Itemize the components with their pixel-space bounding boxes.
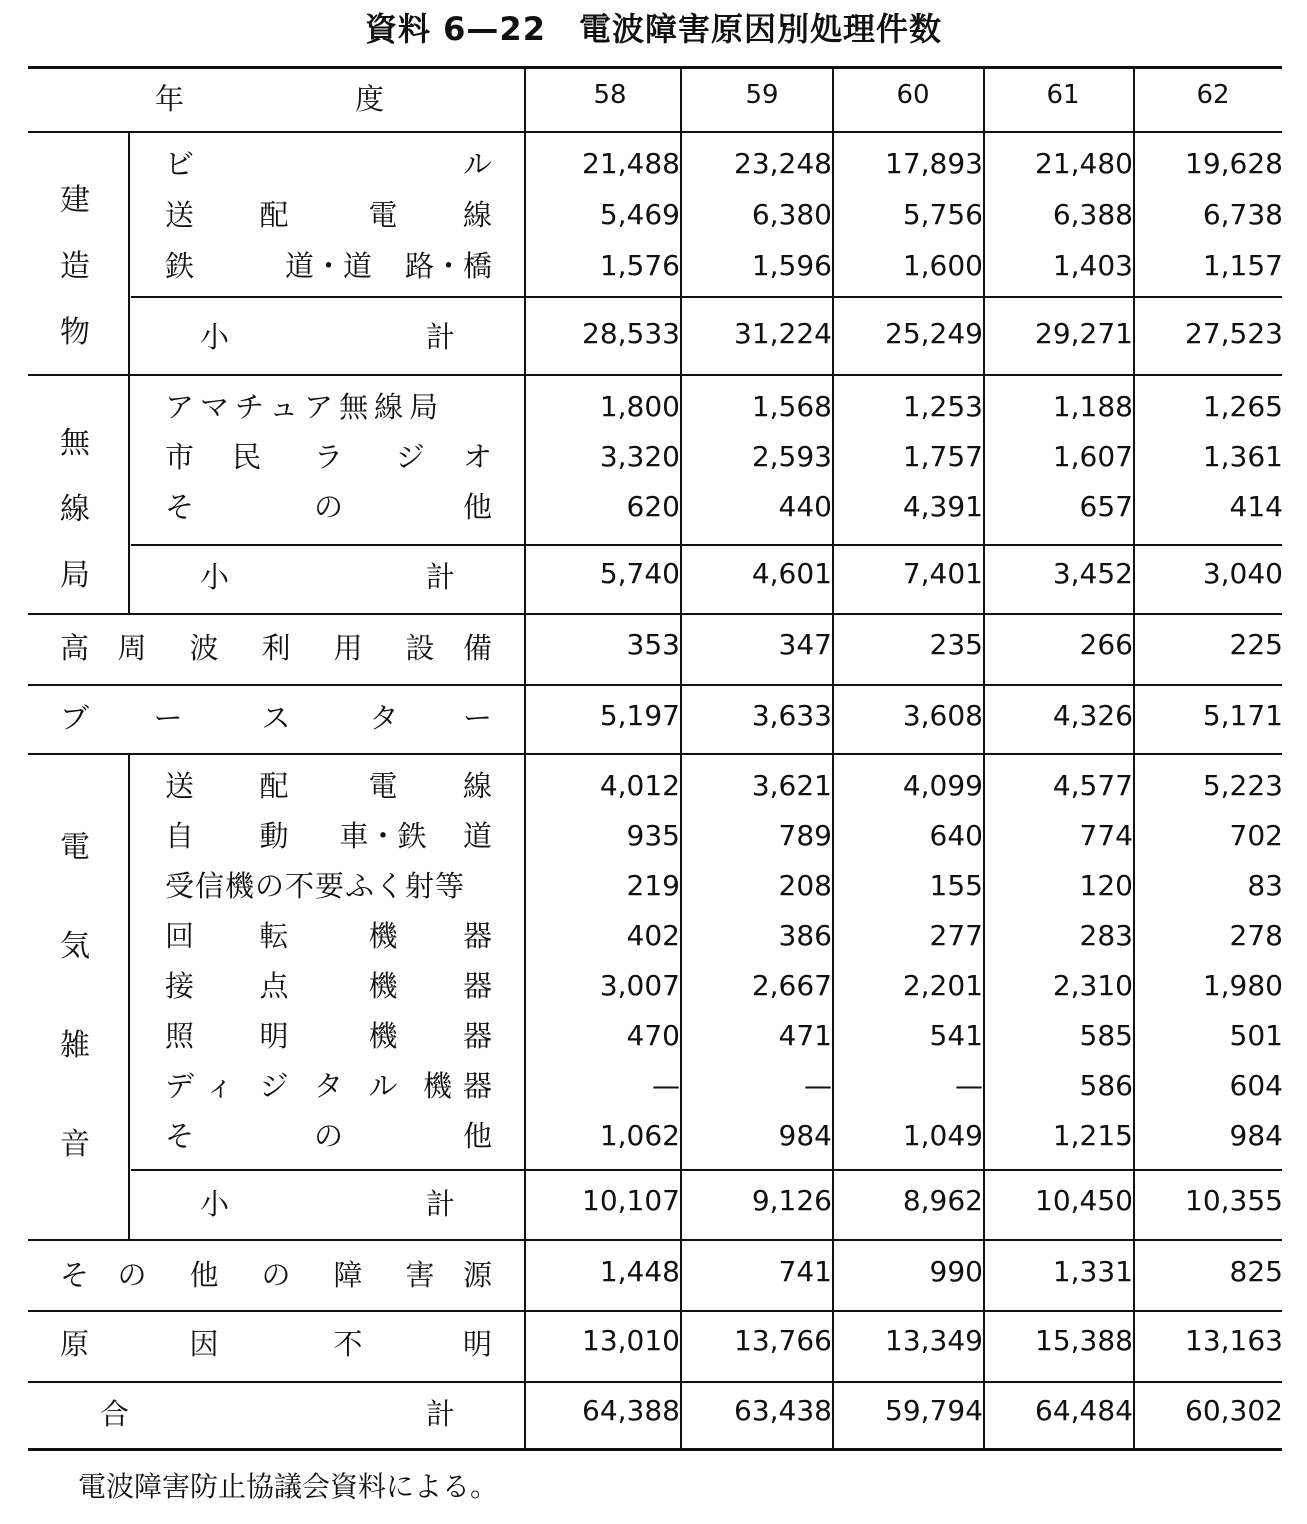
group-name-radio: 局 xyxy=(60,558,90,593)
cell-noise-4-year-59: 2,667 xyxy=(751,969,832,1002)
row-label-part: 照 xyxy=(165,1019,195,1053)
cell-noise-5-year-60: 541 xyxy=(929,1019,983,1052)
group-rule xyxy=(28,613,1282,615)
row-label-part: 民 xyxy=(232,440,262,474)
cell-noise-4-year-60: 2,201 xyxy=(902,969,983,1002)
row-label-part: ィ xyxy=(204,1069,234,1103)
group-rule xyxy=(28,684,1282,686)
table-title: 資料 6—22 電波障害原因別処理件数 xyxy=(365,10,942,48)
cell-noise-3-year-62: 278 xyxy=(1229,919,1283,952)
source-footnote: 電波障害防止協議会資料による。 xyxy=(78,1470,499,1503)
row-label-part: ー xyxy=(153,701,183,735)
cell-building-subtotal-year-61: 29,271 xyxy=(1035,317,1133,350)
subtotal-label-part: 計 xyxy=(425,560,455,594)
year-column-rule xyxy=(680,66,682,1448)
cell-booster-year-59: 3,633 xyxy=(751,699,832,732)
cell-noise-7-year-60: 1,049 xyxy=(902,1119,983,1152)
row-label-part: 動 xyxy=(259,819,289,853)
group-name-noise: 電 xyxy=(60,830,90,865)
cell-total-year-62: 60,302 xyxy=(1185,1394,1283,1427)
cell-building-0-year-59: 23,248 xyxy=(734,147,832,180)
group-name-rule xyxy=(128,374,130,613)
table-bottom-rule xyxy=(28,1448,1282,1451)
cell-radio-0-year-60: 1,253 xyxy=(902,390,983,423)
group-name-noise: 気 xyxy=(60,929,90,964)
cell-noise-subtotal-year-60: 8,962 xyxy=(902,1184,983,1217)
cell-building-subtotal-year-60: 25,249 xyxy=(885,317,983,350)
cell-highfreq-year-58: 353 xyxy=(626,628,680,661)
cell-noise-subtotal-year-62: 10,355 xyxy=(1185,1184,1283,1217)
year-column-rule xyxy=(983,66,985,1448)
year-column-rule xyxy=(832,66,834,1448)
row-label-part: 他 xyxy=(189,1258,219,1292)
row-label-part: ー xyxy=(462,701,492,735)
cell-noise-7-year-62: 984 xyxy=(1229,1119,1283,1152)
row-label-part: 点 xyxy=(259,969,289,1003)
cell-radio-0-year-59: 1,568 xyxy=(751,390,832,423)
cell-radio-2-year-58: 620 xyxy=(626,490,680,523)
row-label-part: 源 xyxy=(462,1258,492,1292)
row-label-part: 配 xyxy=(259,769,289,803)
cell-noise-6-year-60: — xyxy=(955,1069,983,1102)
total-label-part: 計 xyxy=(425,1397,455,1431)
group-rule xyxy=(28,374,1282,376)
cell-radio-subtotal-year-60: 7,401 xyxy=(902,557,983,590)
cell-building-2-year-62: 1,157 xyxy=(1202,249,1283,282)
cell-booster-year-60: 3,608 xyxy=(902,699,983,732)
header-bottom-rule xyxy=(28,131,1282,133)
row-label-part: 明 xyxy=(259,1019,289,1053)
cell-noise-2-year-59: 208 xyxy=(778,869,832,902)
cell-noise-2-year-61: 120 xyxy=(1079,869,1133,902)
cell-radio-2-year-62: 414 xyxy=(1229,490,1283,523)
label-column-rule xyxy=(524,66,526,1448)
cell-noise-6-year-59: — xyxy=(804,1069,832,1102)
cell-total-year-60: 59,794 xyxy=(885,1394,983,1427)
cell-noise-0-year-61: 4,577 xyxy=(1052,769,1133,802)
cell-noise-0-year-62: 5,223 xyxy=(1202,769,1283,802)
subtotal-rule xyxy=(131,296,1282,298)
cell-noise-subtotal-year-59: 9,126 xyxy=(751,1184,832,1217)
cell-total-year-59: 63,438 xyxy=(734,1394,832,1427)
cell-highfreq-year-61: 266 xyxy=(1079,628,1133,661)
cell-radio-subtotal-year-62: 3,040 xyxy=(1202,557,1283,590)
cell-total-year-58: 64,388 xyxy=(582,1394,680,1427)
row-label-part: 転 xyxy=(259,919,289,953)
group-name-building: 物 xyxy=(60,315,90,350)
row-label-part: 利 xyxy=(261,631,291,665)
row-label-part: 器 xyxy=(462,919,492,953)
cell-noise-subtotal-year-58: 10,107 xyxy=(582,1184,680,1217)
row-label-part: ビ xyxy=(165,147,195,181)
row-label-part: の xyxy=(261,1258,291,1292)
row-label-part: 送 xyxy=(165,769,195,803)
cell-radio-subtotal-year-59: 4,601 xyxy=(751,557,832,590)
cell-noise-3-year-61: 283 xyxy=(1079,919,1133,952)
row-label-part: 回 xyxy=(165,919,195,953)
row-label-part: の xyxy=(313,490,343,524)
row-label-part: 器 xyxy=(462,1019,492,1053)
cell-unknown-year-61: 15,388 xyxy=(1035,1324,1133,1357)
row-label-part: 他 xyxy=(462,490,492,524)
cell-building-1-year-61: 6,388 xyxy=(1052,198,1133,231)
subtotal-label-part: 計 xyxy=(425,320,455,354)
cell-noise-7-year-59: 984 xyxy=(778,1119,832,1152)
cell-other-year-60: 990 xyxy=(929,1255,983,1288)
cell-building-1-year-60: 5,756 xyxy=(902,198,983,231)
cell-building-1-year-59: 6,380 xyxy=(751,198,832,231)
cell-unknown-year-58: 13,010 xyxy=(582,1324,680,1357)
row-label-part: 電 xyxy=(368,198,398,232)
row-label-part: そ xyxy=(165,490,195,524)
cell-radio-2-year-60: 4,391 xyxy=(902,490,983,523)
cell-other-year-61: 1,331 xyxy=(1052,1255,1133,1288)
cell-building-0-year-60: 17,893 xyxy=(885,147,983,180)
row-label-part: 機 xyxy=(368,1019,398,1053)
row-label-part: ジ xyxy=(259,1069,289,1103)
cell-radio-1-year-58: 3,320 xyxy=(599,440,680,473)
row-label-part: 配 xyxy=(259,198,289,232)
header-year-62: 62 xyxy=(1196,80,1230,110)
cell-building-subtotal-year-58: 28,533 xyxy=(582,317,680,350)
row-label: アマチュア無線局 xyxy=(165,390,445,424)
cell-noise-4-year-58: 3,007 xyxy=(599,969,680,1002)
cell-booster-year-62: 5,171 xyxy=(1202,699,1283,732)
cell-unknown-year-59: 13,766 xyxy=(734,1324,832,1357)
cell-radio-0-year-62: 1,265 xyxy=(1202,390,1283,423)
header-year-label: 度 xyxy=(355,82,385,116)
cell-building-subtotal-year-59: 31,224 xyxy=(734,317,832,350)
row-label-part: 線 xyxy=(462,769,492,803)
cell-highfreq-year-60: 235 xyxy=(929,628,983,661)
group-name-radio: 線 xyxy=(60,492,90,527)
row-label-part: 器 xyxy=(462,969,492,1003)
row-label-part: 波 xyxy=(189,631,219,665)
cell-noise-2-year-58: 219 xyxy=(626,869,680,902)
row-label-part: 器 xyxy=(462,1069,492,1103)
cell-noise-3-year-58: 402 xyxy=(626,919,680,952)
cell-noise-1-year-59: 789 xyxy=(778,819,832,852)
cell-noise-5-year-59: 471 xyxy=(778,1019,832,1052)
row-label-part: 高 xyxy=(60,631,90,665)
cell-noise-6-year-62: 604 xyxy=(1229,1069,1283,1102)
table-top-rule xyxy=(28,66,1282,69)
cell-noise-3-year-60: 277 xyxy=(929,919,983,952)
cell-noise-5-year-62: 501 xyxy=(1229,1019,1283,1052)
cell-unknown-year-60: 13,349 xyxy=(885,1324,983,1357)
row-label-part: 用 xyxy=(333,631,363,665)
row-label-part: 接 xyxy=(165,969,195,1003)
subtotal-label-part: 計 xyxy=(425,1187,455,1221)
cell-building-2-year-61: 1,403 xyxy=(1052,249,1133,282)
group-name-radio: 無 xyxy=(60,426,90,461)
header-year-58: 58 xyxy=(593,80,627,110)
cell-noise-0-year-60: 4,099 xyxy=(902,769,983,802)
cell-noise-6-year-58: — xyxy=(652,1069,680,1102)
cell-other-year-62: 825 xyxy=(1229,1255,1283,1288)
row-label-part: 明 xyxy=(462,1327,492,1361)
row-label-part: 鉄 xyxy=(165,249,195,283)
row-label-part: デ xyxy=(165,1069,195,1103)
row-label-part: 害 xyxy=(405,1258,435,1292)
cell-noise-7-year-58: 1,062 xyxy=(599,1119,680,1152)
cell-booster-year-58: 5,197 xyxy=(599,699,680,732)
cell-noise-4-year-62: 1,980 xyxy=(1202,969,1283,1002)
cell-noise-subtotal-year-61: 10,450 xyxy=(1035,1184,1133,1217)
group-rule xyxy=(28,1239,1282,1241)
header-year-59: 59 xyxy=(745,80,779,110)
row-label-part: 自 xyxy=(165,819,195,853)
cell-radio-0-year-58: 1,800 xyxy=(599,390,680,423)
cell-radio-1-year-60: 1,757 xyxy=(902,440,983,473)
row-label-part: ル xyxy=(462,147,492,181)
row-label-part: 設 xyxy=(405,631,435,665)
header-year-label: 年 xyxy=(155,82,185,116)
row-label-part: 原 xyxy=(60,1327,90,1361)
row-label-part: ス xyxy=(261,701,291,735)
group-name-noise: 音 xyxy=(60,1127,90,1162)
row-label-part: 道 xyxy=(462,819,492,853)
cell-building-2-year-60: 1,600 xyxy=(902,249,983,282)
row-label-part: ブ xyxy=(60,701,90,735)
row-label-part: 周 xyxy=(117,631,147,665)
cell-radio-2-year-59: 440 xyxy=(778,490,832,523)
cell-noise-4-year-61: 2,310 xyxy=(1052,969,1133,1002)
cell-radio-1-year-59: 2,593 xyxy=(751,440,832,473)
group-name-building: 造 xyxy=(60,249,90,284)
cell-noise-2-year-60: 155 xyxy=(929,869,983,902)
cell-noise-1-year-58: 935 xyxy=(626,819,680,852)
row-label-part: 送 xyxy=(165,198,195,232)
row-label-part: 機 xyxy=(368,919,398,953)
cell-noise-6-year-61: 586 xyxy=(1079,1069,1133,1102)
cell-noise-1-year-62: 702 xyxy=(1229,819,1283,852)
cell-booster-year-61: 4,326 xyxy=(1052,699,1133,732)
row-label-part: 他 xyxy=(462,1119,492,1153)
group-name-building: 建 xyxy=(60,183,90,218)
cell-radio-subtotal-year-61: 3,452 xyxy=(1052,557,1133,590)
cell-noise-2-year-62: 83 xyxy=(1247,869,1283,902)
cell-unknown-year-62: 13,163 xyxy=(1185,1324,1283,1357)
cell-radio-2-year-61: 657 xyxy=(1079,490,1133,523)
row-label-part: の xyxy=(313,1119,343,1153)
row-label-part: 備 xyxy=(462,631,492,665)
row-label-part: 道・道 xyxy=(284,249,372,283)
cell-noise-1-year-61: 774 xyxy=(1079,819,1133,852)
row-label-part: 機 xyxy=(422,1069,452,1103)
cell-noise-5-year-58: 470 xyxy=(626,1019,680,1052)
cell-noise-7-year-61: 1,215 xyxy=(1052,1119,1133,1152)
cell-building-0-year-58: 21,488 xyxy=(582,147,680,180)
cell-total-year-61: 64,484 xyxy=(1035,1394,1133,1427)
cell-radio-subtotal-year-58: 5,740 xyxy=(599,557,680,590)
subtotal-label-part: 小 xyxy=(200,1187,230,1221)
cell-highfreq-year-62: 225 xyxy=(1229,628,1283,661)
row-label-part: タ xyxy=(313,1069,343,1103)
cell-building-2-year-59: 1,596 xyxy=(751,249,832,282)
group-rule xyxy=(28,1310,1282,1312)
row-label-part: 因 xyxy=(189,1327,219,1361)
cell-building-0-year-61: 21,480 xyxy=(1035,147,1133,180)
row-label-part: の xyxy=(117,1258,147,1292)
subtotal-label-part: 小 xyxy=(200,320,230,354)
row-label-part: ラ xyxy=(313,440,343,474)
cell-building-1-year-58: 5,469 xyxy=(599,198,680,231)
row-label-part: タ xyxy=(369,701,399,735)
cell-building-1-year-62: 6,738 xyxy=(1202,198,1283,231)
row-label-part: 路・橋 xyxy=(404,249,492,283)
row-label-part: 市 xyxy=(165,440,195,474)
cell-building-subtotal-year-62: 27,523 xyxy=(1185,317,1283,350)
cell-other-year-59: 741 xyxy=(778,1255,832,1288)
row-label-part: 機 xyxy=(368,969,398,1003)
row-label-part: ル xyxy=(368,1069,398,1103)
cell-noise-1-year-60: 640 xyxy=(929,819,983,852)
cell-radio-0-year-61: 1,188 xyxy=(1052,390,1133,423)
group-name-noise: 雑 xyxy=(60,1028,90,1063)
row-label-part: そ xyxy=(165,1119,195,1153)
subtotal-rule xyxy=(131,1169,1282,1171)
row-label-part: 線 xyxy=(462,198,492,232)
row-label-part: 障 xyxy=(333,1258,363,1292)
row-label-part: 電 xyxy=(368,769,398,803)
year-column-rule xyxy=(1133,66,1135,1448)
cell-radio-1-year-62: 1,361 xyxy=(1202,440,1283,473)
cell-noise-0-year-59: 3,621 xyxy=(751,769,832,802)
row-label-part: 不 xyxy=(333,1327,363,1361)
row-label: 受信機の不要ふく射等 xyxy=(165,869,466,903)
cell-noise-5-year-61: 585 xyxy=(1079,1019,1133,1052)
cell-building-0-year-62: 19,628 xyxy=(1185,147,1283,180)
total-label-part: 合 xyxy=(100,1397,130,1431)
cell-building-2-year-58: 1,576 xyxy=(599,249,680,282)
group-name-rule xyxy=(128,753,130,1239)
cell-other-year-58: 1,448 xyxy=(599,1255,680,1288)
cell-noise-0-year-58: 4,012 xyxy=(599,769,680,802)
cell-noise-3-year-59: 386 xyxy=(778,919,832,952)
cell-highfreq-year-59: 347 xyxy=(778,628,832,661)
row-label-part: そ xyxy=(60,1258,90,1292)
subtotal-rule xyxy=(131,544,1282,546)
group-name-rule xyxy=(128,131,130,374)
group-rule xyxy=(28,1381,1282,1383)
row-label-part: ジ xyxy=(395,440,425,474)
row-label-part: オ xyxy=(462,440,492,474)
row-label-part: 車・鉄 xyxy=(339,819,427,853)
group-rule xyxy=(28,753,1282,755)
subtotal-label-part: 小 xyxy=(200,560,230,594)
header-year-60: 60 xyxy=(896,80,930,110)
cell-radio-1-year-61: 1,607 xyxy=(1052,440,1133,473)
header-year-61: 61 xyxy=(1046,80,1080,110)
